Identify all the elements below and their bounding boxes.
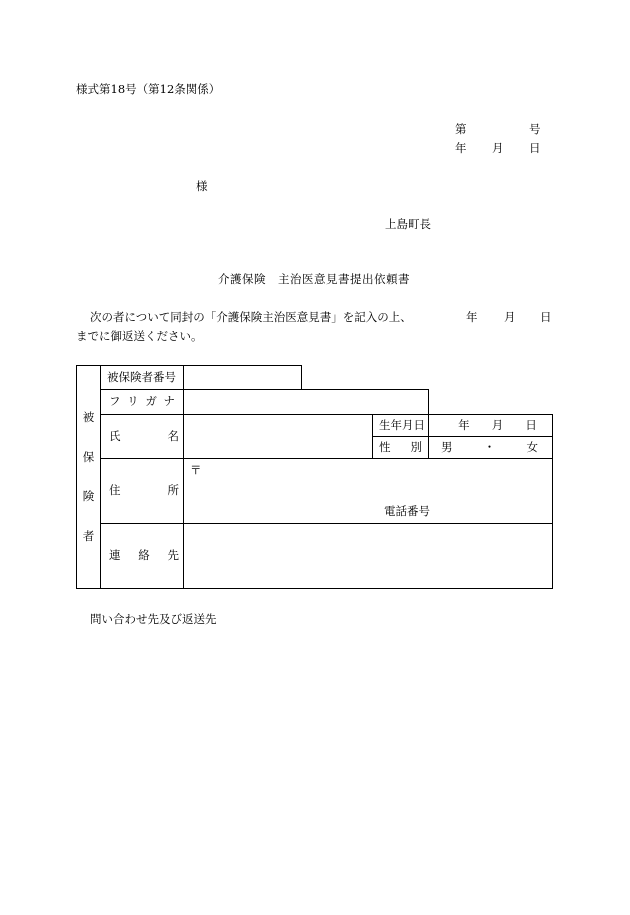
contact-label-char: 連 — [109, 548, 121, 563]
insured-side-label — [77, 366, 101, 589]
gender-label-char: 性 — [379, 439, 391, 454]
birthdate-field[interactable] — [429, 415, 553, 437]
document-number-dai: 第 — [455, 122, 467, 136]
address-label-char: 住 — [109, 483, 121, 498]
furigana-char: リ — [127, 394, 139, 409]
name-label — [101, 415, 184, 459]
name-label-char: 氏 — [109, 428, 121, 443]
issue-date-year: 年 — [455, 141, 467, 155]
contact-label — [101, 524, 184, 589]
gender-male: 男 — [441, 439, 453, 454]
furigana-label — [101, 390, 184, 415]
contact-label-char: 絡 — [138, 548, 150, 563]
birthdate-label-text: 生年月日 — [379, 417, 425, 432]
contact-field[interactable] — [184, 524, 553, 589]
form-number: 様式第18号（第12条関係） — [76, 82, 221, 96]
name-field[interactable] — [184, 415, 373, 459]
address-field[interactable] — [184, 459, 553, 524]
birthdate-label — [373, 415, 429, 437]
insured-number-field[interactable] — [184, 366, 302, 390]
sender-name: 上島町長 — [385, 217, 431, 231]
insured-info-table — [76, 365, 553, 589]
gender-female: 女 — [526, 439, 538, 454]
postal-mark: 〒 — [190, 463, 202, 477]
document-title: 介護保険 主治医意見書提出依頼書 — [218, 272, 410, 286]
birth-year: 年 — [458, 417, 470, 432]
inquiry-label: 問い合わせ先及び返送先 — [90, 612, 217, 626]
name-label-char: 名 — [167, 428, 179, 443]
address-label-char: 所 — [167, 483, 179, 498]
furigana-char: ガ — [145, 394, 157, 409]
body-year: 年 — [466, 310, 478, 324]
furigana-char: フ — [109, 394, 121, 409]
furigana-char: ナ — [163, 394, 175, 409]
insured-number-label-text: 被保険者番号 — [107, 369, 176, 384]
body-line1: 次の者について同封の「介護保険主治医意見書」を記入の上、 — [90, 310, 412, 324]
body-line2: までに御返送ください。 — [76, 329, 203, 343]
body-day: 日 — [540, 310, 552, 324]
gender-label-char: 別 — [410, 439, 422, 454]
furigana-field[interactable] — [184, 390, 429, 415]
phone-label: 電話番号 — [384, 504, 430, 518]
gender-field[interactable] — [429, 437, 553, 459]
recipient-sama: 様 — [196, 179, 208, 193]
side-label-char: 険 — [82, 489, 95, 503]
issue-date-month: 月 — [492, 141, 504, 155]
body-month: 月 — [504, 310, 516, 324]
document-number-go: 号 — [529, 122, 541, 136]
birth-month: 月 — [491, 417, 504, 432]
address-label — [101, 459, 184, 524]
gender-label — [373, 437, 429, 459]
contact-label-char: 先 — [167, 548, 179, 563]
insured-number-label — [101, 366, 184, 390]
empty-area — [429, 390, 553, 415]
issue-date-day: 日 — [529, 141, 541, 155]
empty-area — [302, 366, 553, 390]
side-label-char: 保 — [82, 449, 95, 464]
side-label-char: 被 — [82, 410, 95, 424]
gender-separator: ・ — [483, 439, 496, 454]
side-label-char: 者 — [82, 528, 95, 543]
birth-day: 日 — [525, 417, 537, 432]
